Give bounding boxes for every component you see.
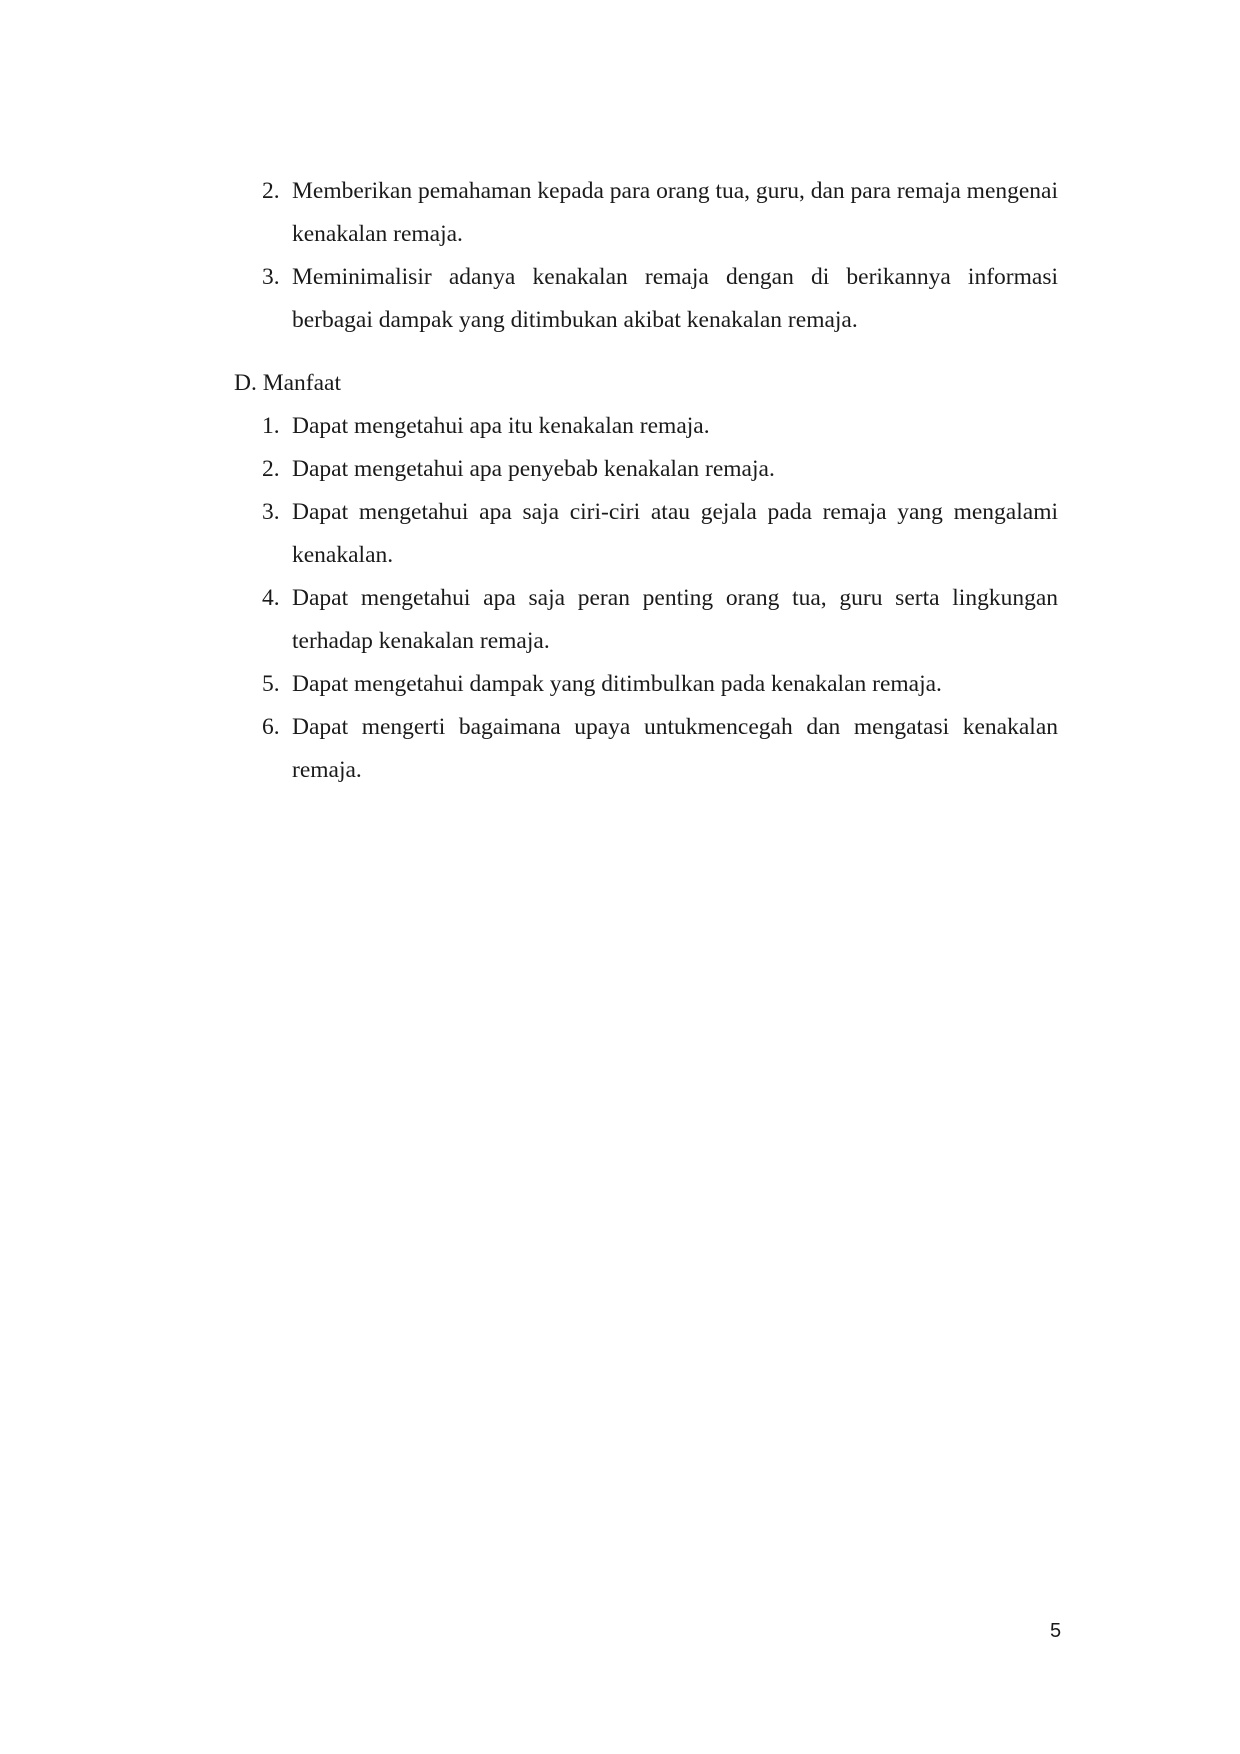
list-item [262,663,1058,706]
list-item-number: 1. [262,413,280,439]
list-item [262,256,1058,342]
list-item [262,405,1058,448]
objectives-list [262,170,1058,342]
manfaat-list [262,405,1058,792]
list-item-number: 2. [262,456,280,482]
list-item-text: Dapat mengetahui apa penyebab kenakalan remaja. [292,456,775,482]
list-item-text: Memberikan pemahaman kepada para orang tua, guru, dan para remaja mengenai kenakalan remaja. [292,178,1059,247]
list-item-text: Dapat mengetahui apa saja peran penting orang tua, guru serta lingkungan terhadap kenakalan remaja. [292,585,1058,654]
list-item [262,577,1058,663]
section-heading: D. Manfaat [234,370,342,396]
list-item-text: Dapat mengetahui apa saja ciri-ciri atau gejala pada remaja yang mengalami kenakalan. [292,499,1058,568]
list-item-text: Dapat mengerti bagaimana upaya untukmencegah dan mengatasi kenakalan remaja. [292,714,1058,783]
list-item-number: 3. [262,264,280,290]
list-item-text: Dapat mengetahui apa itu kenakalan remaja. [292,413,710,439]
list-item-number: 6. [262,714,280,740]
list-item-number: 4. [262,585,280,611]
list-item-number: 5. [262,671,280,697]
list-item-number: 2. [262,178,280,204]
list-item [262,706,1058,792]
list-item [262,170,1058,256]
list-item-number: 3. [262,499,280,525]
list-item [262,448,1058,491]
list-item-text: Dapat mengetahui dampak yang ditimbulkan pada kenakalan remaja. [292,671,942,697]
list-item [262,491,1058,577]
list-item-text: Meminimalisir adanya kenakalan remaja dengan di berikannya informasi berbagai dampak yang ditimbukan akibat kenakalan remaja. [292,264,1058,333]
page-number: 5 [1050,1620,1062,1642]
